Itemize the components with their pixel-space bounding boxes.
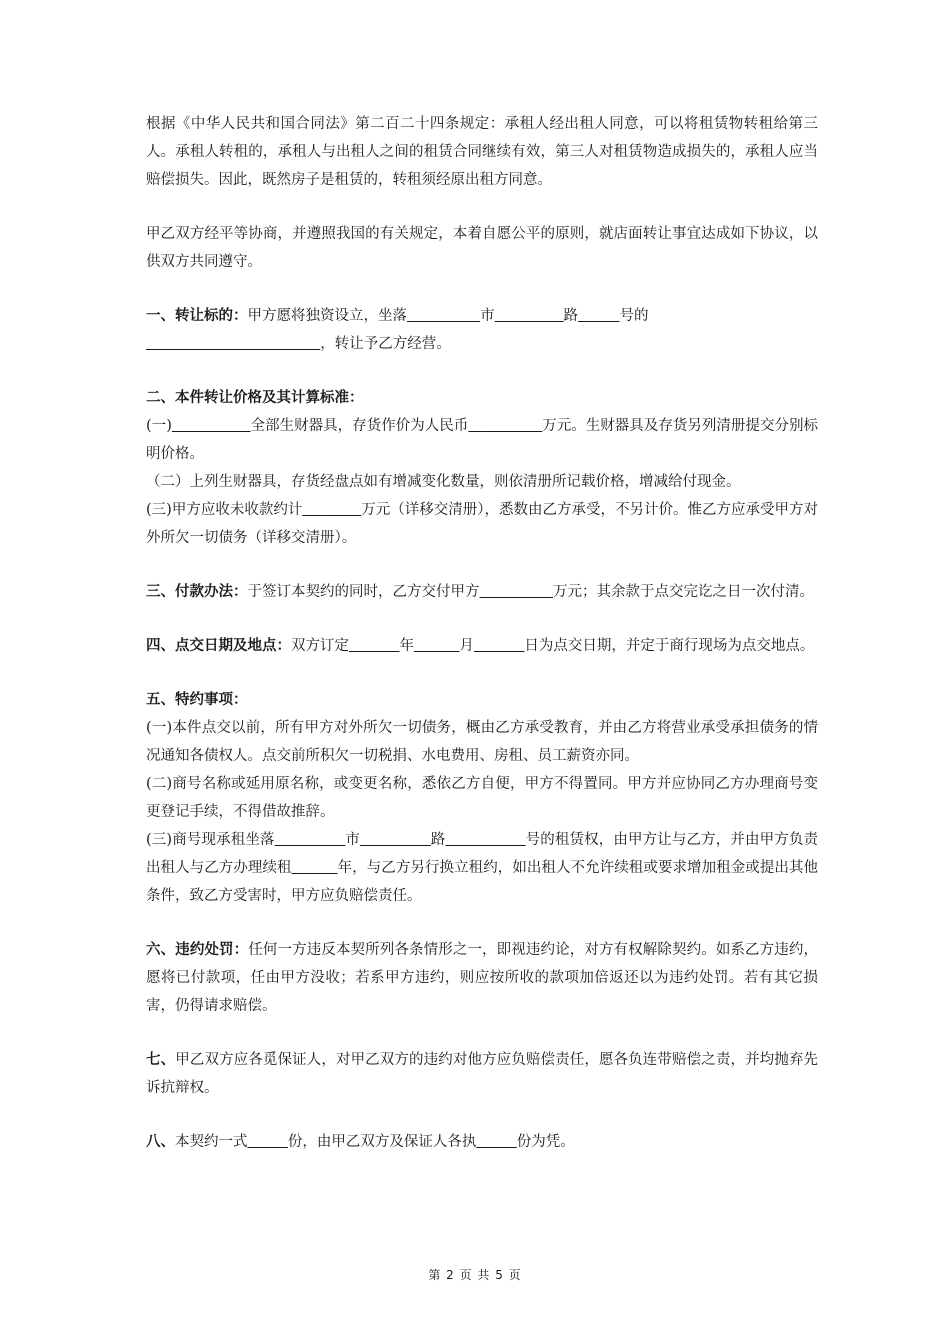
document-body (146, 110, 818, 1182)
section-8-text: 份为凭。 (516, 1134, 575, 1150)
blank-receivable (321, 501, 361, 518)
blank (146, 336, 201, 352)
section-2-item-2: （二）上列生财器具，存货经盘点如有增减变化数量，则依清册所记载价格，增减给付现金。 (146, 474, 741, 490)
section-4-text: 双方订定 (291, 638, 349, 654)
section-3-text: 于签订本契约的同时，乙方交付甲方 (247, 584, 480, 600)
blank-payment (489, 583, 539, 600)
blank-day (474, 637, 524, 654)
section-1-text: ，转让予乙方经营。 (320, 336, 451, 352)
section-4-text: 月 (459, 638, 474, 654)
blank-road (379, 831, 431, 848)
blank (445, 832, 459, 848)
blank-city (289, 831, 341, 848)
section-2 (146, 384, 818, 552)
blank-month (414, 637, 459, 654)
section-1-text: 甲方愿将独资设立，坐落 (247, 308, 407, 324)
blank-copies-each (476, 1133, 516, 1150)
section-5-item-3-text: (三)商号现承租坐落 (146, 832, 275, 848)
section-8 (146, 1128, 818, 1156)
blank-renewal-years (292, 859, 338, 876)
section-2-item-1-text: (一) (146, 418, 172, 434)
section-5-item-1: (一)本件点交以前，所有甲方对外所欠一切债务，概由乙方承受教育，并由乙方将营业承受承担债务的情况通知各债权人。点交前所积欠一切税捐、水电费用、房租、员工薪资亦同。 (146, 720, 818, 764)
section-5-title: 五、特约事项： (146, 692, 248, 708)
blank (533, 418, 542, 434)
section-5-item-2: (二)商号名称或延用原名称，或变更名称，悉依乙方自便，甲方不得置同。甲方并应协同乙方办理商号变更登记手续，不得借故推辞。 (146, 776, 818, 820)
section-1-text: 路 (563, 308, 579, 324)
section-6-title: 六、违约处罚： (146, 942, 249, 958)
blank-road (513, 307, 563, 324)
blank (297, 336, 320, 352)
blank-copies (248, 1133, 288, 1150)
blank (511, 832, 525, 848)
section-2-title: 二、本件转让价格及其计算标准： (146, 390, 364, 406)
section-8-text: 本契约一式 (175, 1134, 248, 1150)
section-5-item-3 (146, 826, 818, 910)
blank-year (349, 637, 399, 654)
intro-paragraph-1: 根据《中华人民共和国合同法》第二百二十四条规定：承租人经出租人同意，可以将租赁物转租给第三人。承租人转租的，承租人与出租人之间的租赁合同继续有效，第三人对租赁物造成损失的，承租人应当赔偿损失。因此，既然房子是租赁的，转租须经原出租方同意。 (146, 116, 818, 188)
blank-price (482, 417, 533, 434)
section-5 (146, 686, 818, 910)
blank (495, 308, 513, 324)
section-6-text: 任何一方违反本契所列各条情形之一，即视违约论，对方有权解除契约。如系乙方违约，愿将已付款项，任由甲方没收；若系甲方违约，则应按所收的款项加倍返还以为违约处罚。若有其它损害，仍得请求赔偿。 (146, 942, 818, 1014)
section-3 (146, 578, 818, 606)
section-3-text: 万元；其余款于点交完讫之日一次付清。 (553, 584, 815, 600)
blank (452, 308, 480, 324)
section-4 (146, 632, 818, 660)
section-1-text: 市 (480, 308, 495, 324)
section-7 (146, 1046, 818, 1102)
section-2-item-1 (146, 412, 818, 468)
blank-store (201, 335, 297, 352)
intro-paragraph-2: 甲乙双方经平等协商，并遵照我国的有关规定，本着自愿公平的原则，就店面转让事宜达成如下协议，以供双方共同遵守。 (146, 226, 818, 270)
section-2-item-1-text: 全部生财器具，存货作价为人民币 (250, 418, 469, 434)
blank (275, 832, 289, 848)
blank (302, 502, 320, 518)
section-8-text: 份，由甲乙双方及保证人各执 (287, 1134, 477, 1150)
section-2-item-1-text: 万元。生财器具及存货另列清册提交分别标明价格。 (146, 418, 819, 462)
blank-city (407, 307, 452, 324)
section-6 (146, 936, 818, 1020)
section-2-item-3-text: (三)甲方应收未收款约计 (146, 502, 303, 518)
section-1-title: 一、转让标的： (146, 308, 248, 324)
blank (539, 584, 553, 600)
section-8-title: 八、 (146, 1134, 175, 1150)
page-number: 第 2 页 共 5 页 (428, 1268, 522, 1282)
section-7-title: 七、 (146, 1052, 176, 1068)
section-2-item-3-text: 万元（详移交清册），悉数由乙方承受，不另计价。惟乙方应承受甲方对外所欠一切债务（详移交清册）。 (146, 502, 819, 546)
section-7-text: 甲乙双方应各觅保证人，对甲乙双方的违约对他方应负赔偿责任，愿各负连带赔偿之责，并均抛弃先诉抗辩权。 (146, 1052, 819, 1096)
section-1-text: 号的 (619, 308, 649, 324)
section-5-item-3-text: 市 (345, 832, 360, 848)
blank-number (578, 308, 619, 324)
blank-number (460, 831, 512, 848)
section-5-item-3-text: 年，与乙方另行换立租约，如出租人不允许续租或要求增加租金或提出其他条件，致乙方受害时，甲方应负赔偿责任。 (146, 860, 819, 904)
section-3-title: 三、付款办法： (146, 584, 248, 600)
blank (480, 584, 489, 600)
blank (172, 418, 251, 434)
section-5-item-3-text: 路 (430, 832, 446, 848)
section-4-title: 四、点交日期及地点： (146, 638, 291, 654)
blank (360, 832, 379, 848)
section-2-item-3 (146, 496, 818, 552)
section-4-text: 日为点交日期，并定于商行现场为点交地点。 (524, 638, 815, 654)
section-4-text: 年 (399, 638, 414, 654)
section-1 (146, 302, 818, 358)
section-5-item-3-text: 号的租赁权，由甲方让与乙方，并由甲方负责出租人与乙方办理续租 (146, 832, 819, 876)
blank (468, 418, 482, 434)
